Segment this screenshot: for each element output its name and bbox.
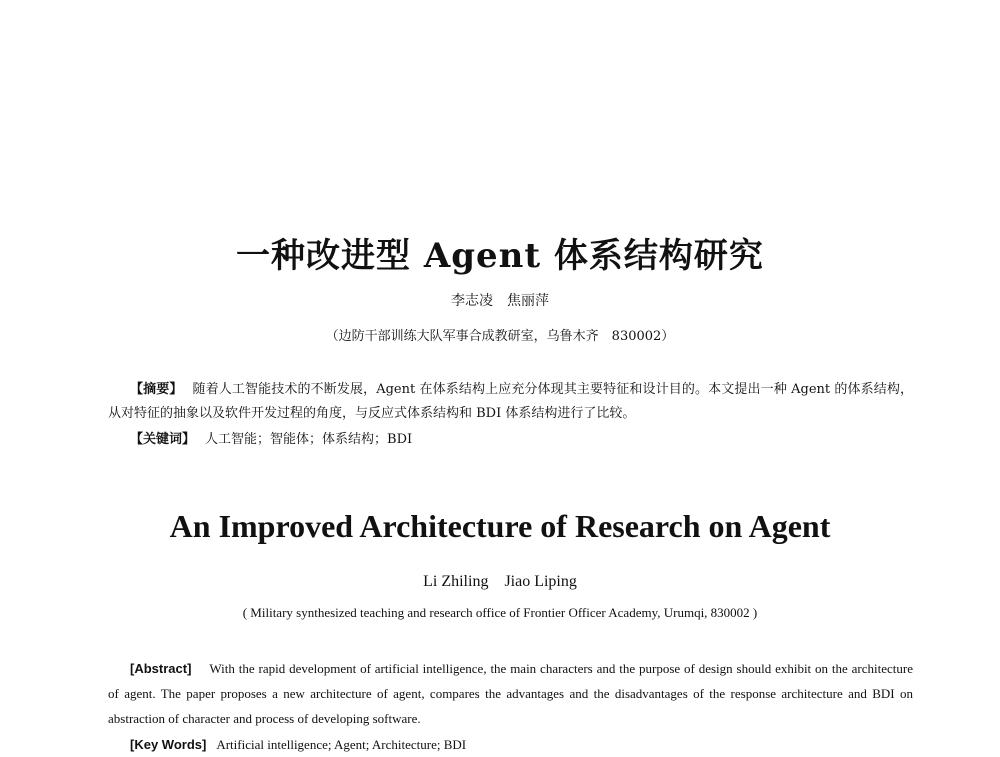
paper-title-chinese: 一种改进型 Agent 体系结构研究 [236,236,764,276]
abstract-chinese [108,378,913,426]
keywords-chinese [130,428,412,452]
paper-title-english: An Improved Architecture of Research on Agent [169,508,831,544]
abstract-english [108,656,913,731]
keywords-text-chinese: 人工智能；智能体；体系结构；BDI [205,432,413,447]
authors-english: Li Zhiling Jiao Liping [423,573,577,590]
abstract-text-chinese: 随着人工智能技术的不断发展，Agent 在体系结构上应充分体现其主要特征和设计目的。本文提出一种 Agent 的体系结构，从对特征的抽象以及软件开发过程的角度，与反应式体系结构和 BDI 体系结构进行了比较。 [108,382,913,421]
affiliation-english: ( Military synthesized teaching and research office of Frontier Officer Academy, Urumqi, 830002 ) [242,605,758,620]
keywords-label-chinese: 【关键词】 [130,432,196,447]
keywords-text-english: Artificial intelligence; Agent; Architecture; BDI [216,737,467,752]
authors-chinese: 李志凌 焦丽萍 [451,293,549,309]
abstract-label-english: [Abstract] [130,661,192,676]
affiliation-chinese: （边防干部训练大队军事合成教研室，乌鲁木齐 830002） [325,329,675,344]
keywords-english [130,733,466,757]
abstract-label-chinese: 【摘要】 [130,382,183,397]
abstract-text-english: With the rapid development of artificial intelligence, the main characters and the purpose of design should exhibit on the architecture of agent. The paper proposes a new architecture of agent, compares the advantages and the disadvantages of the response architecture and BDI on abstraction of character and process of developing software. [108,661,913,726]
keywords-label-english: [Key Words] [130,737,207,752]
